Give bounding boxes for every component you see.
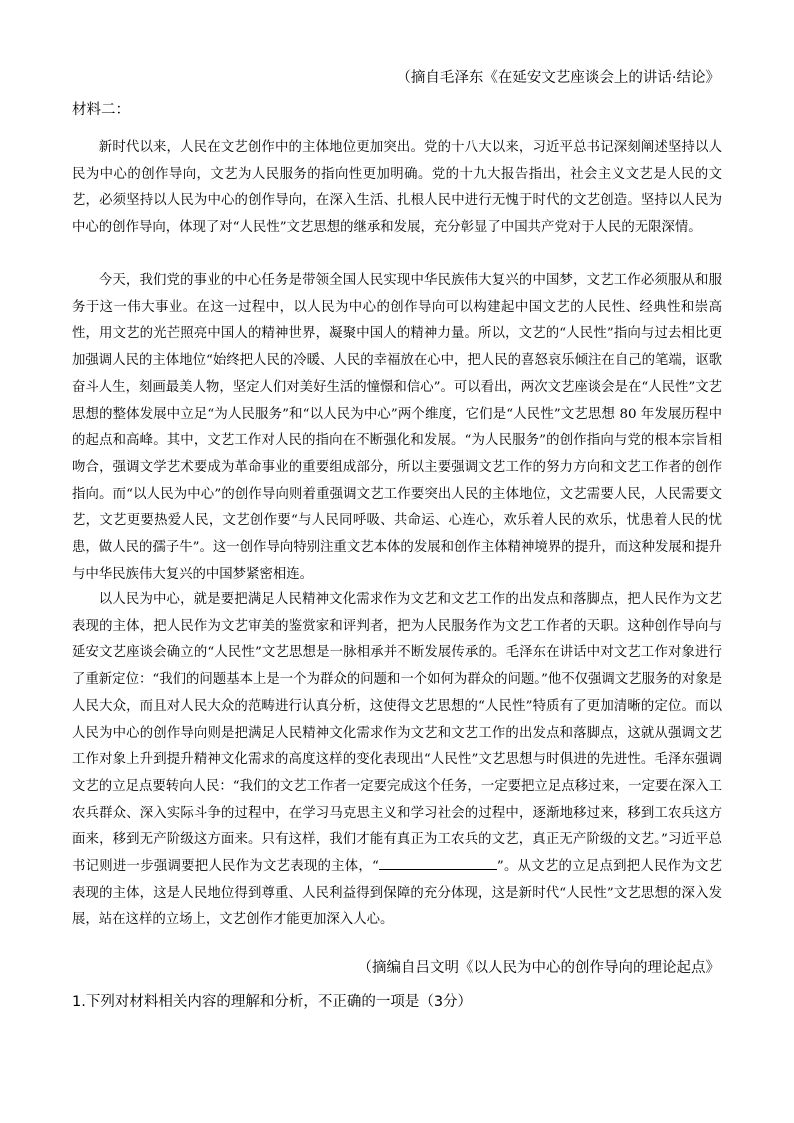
source-citation-1: （摘自毛泽东《在延安文艺座谈会上的讲话·结论》 (396, 70, 720, 86)
fill-in-blank (379, 855, 497, 870)
source-citation-2: （摘编自吕文明《以人民为中心的创作导向的理论起点》 (357, 960, 720, 976)
paragraph-3 (72, 587, 722, 934)
paragraph-1: 新时代以来，人民在文艺创作中的主体地位更加突出。党的十八大以来，习近平总书记深刻阐述坚持以人民为中心的创作导向，文艺为人民服务的指向性更加明确。党的十九大报告指出，社会主义文艺是人民的文艺，必须坚持以人民为中心的创作导向，在深入生活、扎根人民中进行无愧于时代的文艺创造。坚持以人民为中心的创作导向，体现了对“人民性”文艺思想的继承和发展，充分彰显了中国共产党对于人民的无限深情。 (72, 140, 722, 236)
paragraph-3-text-cont: ”。从文艺的立足点到把人民作为文艺表现的主体，这是人民地位得到尊重、人民利益得到保障的充分体现，这是新时代“人民性”文艺思想的深入发展，站在这样的立场上，文艺创作才能更加深入人心。 (72, 859, 722, 928)
question-1: 1.下列对材料相关内容的理解和分析，不正确的一项是（3分） (72, 994, 473, 1010)
paragraph-3-text: 以人民为中心，就是要把满足人民精神文化需求作为文艺和文艺工作的出发点和落脚点，把人民作为文艺表现的主体，把人民作为文艺审美的鉴赏家和评判者，把为人民服务作为文艺工作者的天职。这种创作导向与延安文艺座谈会确立的“人民性”文艺思想是一脉相承并不断发展传承的。毛泽东在讲话中对文艺工作对象进行了重新定位：“我们的问题基本上是一个为群众的问题和一个如何为群众的问题。”他不仅强调文艺服务的对象是人民大众，而且对人民大众的范畴进行认真分析，这使得文艺思想的“人民性”特质有了更加清晰的定位。而以人民为中心的创作导向则是把满足人民精神文化需求作为文艺和文艺工作的出发点和落脚点，这就从强调文艺工作对象上升到提升精神文化需求的高度这样的变化表现出“人民性”文艺思想与时俱进的先进性。毛泽东强调文艺的立足点要转向人民：“我们的文艺工作者一定要完成这个任务，一定要把立足点移过来，一定要在深入工农兵群众、深入实际斗争的过程中，在学习马克思主义和学习社会的过程中，逐渐地移过来，移到工农兵这方面来，移到无产阶级这方面来。只有这样，我们才能有真正为工农兵的文艺，真正无产阶级的文艺。”习近平总书记则进一步强调要把人民作为文艺表现的主体，“ (72, 592, 722, 875)
paragraph-2: 今天，我们党的事业的中心任务是带领全国人民实现中华民族伟大复兴的中国梦，文艺工作必须服从和服务于这一伟大事业。在这一过程中，以人民为中心的创作导向可以构建起中国文艺的人民性、经典性和崇高性，用文艺的光芒照亮中国人的精神世界，凝聚中国人的精神力量。所以，文艺的“人民性”指向与过去相比更加强调人民的主体地位“始终把人民的冷暖、人民的幸福放在心中，把人民的喜怒哀乐倾注在自己的笔端，讴歌奋斗人生，刻画最美人物，坚定人们对美好生活的憧憬和信心”。可以看出，两次文艺座谈会是在“人民性”文艺思想的整体发展中立足“为人民服务”和“以人民为中心”两个维度，它们是“人民性”文艺思想 80 年发展历程中的起点和高峰。其中，文艺工作对人民的指向在不断强化和发展。“为人民服务”的创作指向与党的根本宗旨相吻合，强调文学艺术要成为革命事业的重要组成部分，所以主要强调文艺工作的努力方向和文艺工作者的创作指向。而“以人民为中心”的创作导向则着重强调文艺工作要突出人民的主体地位，文艺需要人民，人民需要文艺，文艺更要热爱人民，文艺创作要“与人民同呼吸、共命运、心连心，欢乐着人民的欢乐，忧患着人民的忧患，做人民的孺子牛”。这一创作导向特别注重文艺本体的发展和创作主体精神境界的提升，而这种发展和提升与中华民族伟大复兴的中国梦紧密相连。 (72, 273, 722, 582)
section-heading: 材料二： (72, 102, 130, 118)
